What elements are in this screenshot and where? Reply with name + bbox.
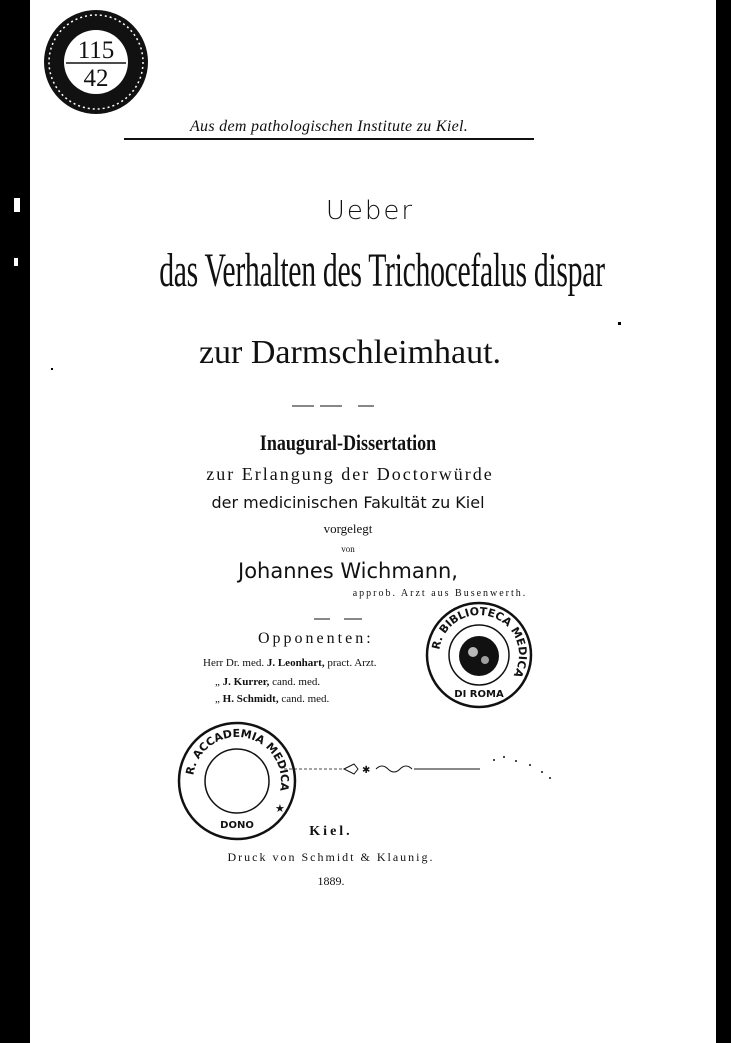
institute-header: Aus dem pathologischen Institute zu Kiel. — [124, 118, 534, 140]
imprint-city: Kiel. — [309, 824, 353, 839]
shelf-number-top: 115 — [77, 37, 115, 64]
svg-text:✱: ✱ — [362, 765, 371, 776]
scan-right-border — [716, 0, 731, 1043]
divider-dashes-small — [310, 612, 370, 626]
presented-text: vorgelegt — [323, 521, 373, 536]
dissertation-purpose: zur Erlangung der Doctorwürde — [206, 464, 494, 484]
imprint-printer: Druck von Schmidt & Klaunig. — [227, 850, 435, 864]
stamp-ring-text: R. BIBLIOTECA MEDICA — [429, 604, 530, 680]
stamp-bottom-text: DONO — [220, 820, 254, 831]
divider-dashes — [288, 396, 378, 416]
scan-edge-mark — [14, 258, 18, 266]
scan-edge-mark — [14, 198, 20, 212]
dissertation-label: Inaugural-Dissertation — [259, 430, 437, 455]
imprint-year: 1889. — [317, 874, 345, 888]
opponent-role: pract. Arzt. — [327, 657, 377, 669]
opponent-row — [215, 676, 320, 688]
opponent-name: J. Kurrer, — [222, 676, 270, 688]
author-name: Johannes Wichmann, — [238, 559, 458, 583]
opponent-prefix: Herr Dr. med. — [203, 657, 265, 669]
opponent-name: H. Schmidt, — [222, 693, 279, 705]
shelf-number-bottom: 42 — [83, 65, 109, 92]
opponents-heading: Opponenten: — [258, 630, 374, 647]
opponent-prefix: „ — [215, 676, 220, 688]
opponent-row — [203, 657, 377, 669]
opponent-role: cand. med. — [281, 693, 330, 705]
star-icon: ★ — [275, 802, 285, 815]
author-detail: approb. Arzt aus Busenwerth. — [352, 588, 528, 599]
main-title: das Verhalten des Trichocefalus dispar — [159, 244, 605, 297]
title-subject: zur Darmschleimhaut. — [198, 334, 502, 371]
opponent-row — [215, 693, 329, 705]
ornament-rule — [280, 752, 560, 782]
opponent-role: cand. med. — [272, 676, 321, 688]
faculty: der medicinischen Fakultät zu Kiel — [211, 493, 485, 512]
by-text: von — [341, 544, 355, 554]
library-shelf-label — [40, 6, 152, 118]
opponent-prefix: „ — [215, 693, 220, 705]
title-page — [30, 0, 716, 1043]
title-ueber: Ueber — [325, 196, 415, 226]
scan-speck — [618, 322, 621, 325]
library-stamp-right — [424, 600, 534, 710]
scan-speck — [51, 368, 53, 370]
stamp-ring-text: R. ACCADEMIA MEDICA — [183, 726, 292, 792]
stamp-bottom-text: DI ROMA — [454, 689, 504, 700]
opponent-name: J. Leonhart, — [266, 657, 325, 669]
